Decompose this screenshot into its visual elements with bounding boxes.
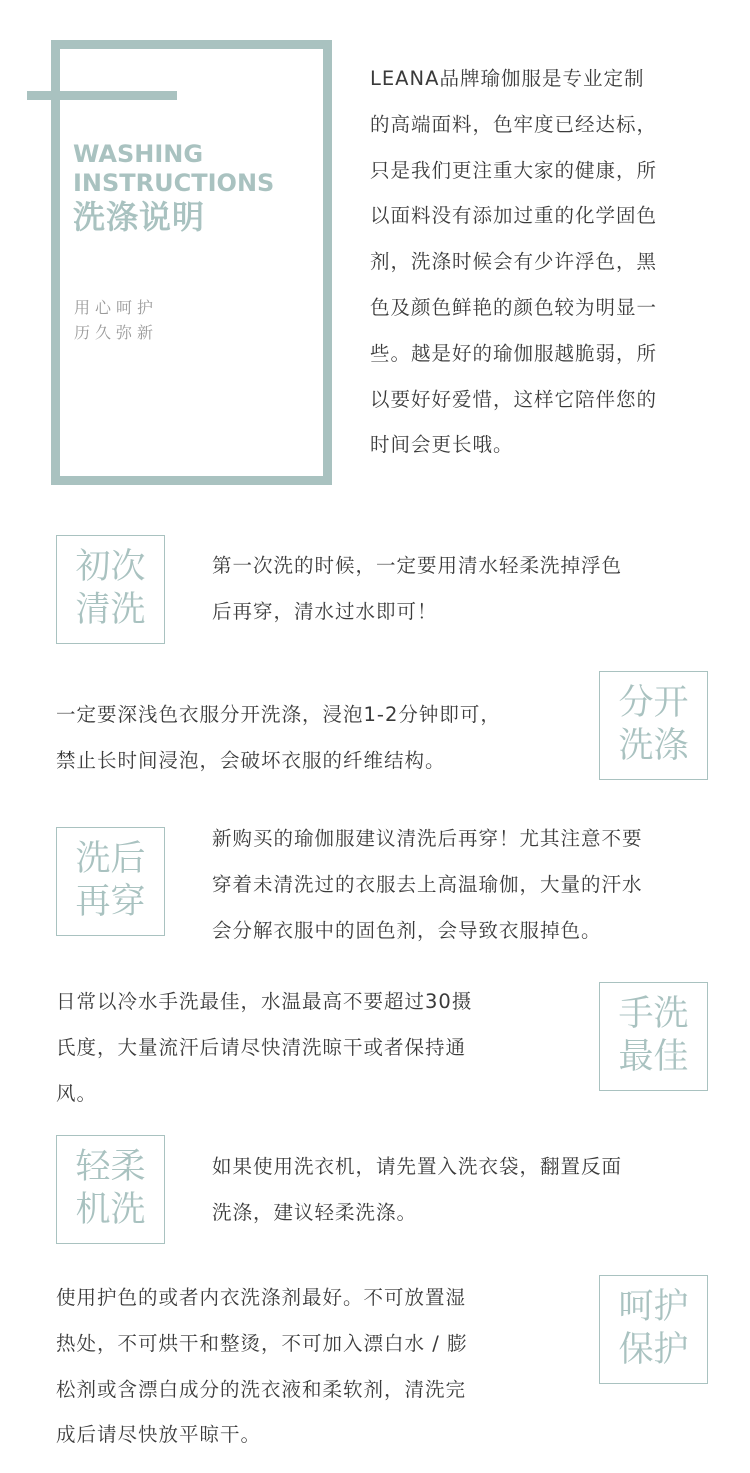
intro-line: 以面料没有添加过重的化学固色 — [370, 204, 658, 228]
intro-line: LEANA品牌瑜伽服是专业定制 — [370, 67, 645, 90]
tip-line: 松剂或含漂白成分的洗衣液和柔软剂，清洗完 — [56, 1377, 467, 1401]
tip-badge-line: 机洗 — [75, 1190, 146, 1230]
tip-line: 会分解衣服中的固色剂，会导致衣服掉色。 — [212, 918, 602, 942]
tip-line: 热处，不可烘干和整烫，不可加入漂白水 / 膨 — [56, 1331, 468, 1355]
tip-badge-line: 初次 — [75, 547, 146, 587]
tip-badge-wash-before-wear — [56, 827, 165, 936]
tip-line: 一定要深浅色衣服分开洗涤，浸泡1-2分钟即可， — [56, 703, 501, 726]
tip-line: 后再穿，清水过水即可！ — [212, 599, 438, 623]
tip-line: 使用护色的或者内衣洗涤剂最好。不可放置湿 — [56, 1286, 467, 1309]
tip-line: 禁止长时间浸泡，会破坏衣服的纤维结构。 — [56, 748, 446, 772]
intro-line: 些。越是好的瑜伽服越脆弱，所 — [370, 341, 658, 365]
tip-badge-line: 分开 — [618, 683, 689, 723]
tip-text-separate-wash — [56, 692, 501, 784]
tip-text-first-wash — [212, 543, 622, 635]
tip-badge-gentle-machine — [56, 1135, 165, 1244]
tip-line: 如果使用洗衣机，请先置入洗衣袋，翻置反面 — [212, 1155, 623, 1178]
intro-line: 色及颜色鲜艳的颜色较为明显一 — [370, 295, 658, 319]
header-title-en — [73, 140, 274, 198]
tip-badge-line: 洗后 — [75, 839, 146, 879]
intro-line: 只是我们更注重大家的健康，所 — [370, 158, 658, 182]
tip-line: 风。 — [56, 1081, 98, 1105]
tip-badge-first-wash — [56, 535, 165, 644]
tip-badge-line: 呵护 — [618, 1287, 689, 1327]
tip-text-hand-wash — [56, 979, 472, 1116]
tip-text-gentle-machine — [212, 1144, 622, 1236]
tip-badge-line: 轻柔 — [75, 1147, 146, 1187]
intro-line: 时间会更长哦。 — [370, 433, 514, 457]
header-frame — [51, 40, 332, 485]
tip-badge-line: 保护 — [618, 1330, 689, 1370]
header-title-en-line2: INSTRUCTIONS — [73, 169, 275, 197]
tip-badge-line: 最佳 — [618, 1037, 689, 1077]
header-subtitle-line2: 历久弥新 — [74, 323, 159, 342]
tip-badge-care — [599, 1275, 708, 1384]
tip-line: 第一次洗的时候，一定要用清水轻柔洗掉浮色 — [212, 554, 623, 577]
tip-badge-line: 再穿 — [75, 882, 146, 922]
tip-line: 穿着未清洗过的衣服去上高温瑜伽，大量的汗水 — [212, 872, 643, 896]
intro-line: 的高端面料，色牢度已经达标， — [370, 112, 658, 136]
tip-text-wash-before-wear — [212, 816, 643, 953]
header-accent-bar — [27, 91, 177, 100]
tip-badge-line: 洗涤 — [618, 726, 689, 766]
tip-line: 日常以冷水手洗最佳，水温最高不要超过30摄 — [56, 990, 473, 1013]
intro-paragraph — [370, 56, 712, 468]
tip-line: 氏度，大量流汗后请尽快清洗晾干或者保持通 — [56, 1035, 467, 1059]
header-title-cn: 洗涤说明 — [73, 198, 206, 236]
header-subtitle-line1: 用心呵护 — [74, 298, 159, 317]
intro-line: 以要好好爱惜，这样它陪伴您的 — [370, 387, 658, 411]
tip-badge-hand-wash — [599, 982, 708, 1091]
tip-line: 成后请尽快放平晾干。 — [56, 1423, 262, 1447]
tip-badge-separate-wash — [599, 671, 708, 780]
tip-line: 洗涤，建议轻柔洗涤。 — [212, 1200, 418, 1224]
tip-line: 新购买的瑜伽服建议清洗后再穿！尤其注意不要 — [212, 827, 643, 850]
tip-text-care — [56, 1275, 467, 1458]
header-title-en-line1: WASHING — [73, 140, 204, 168]
intro-line: 剂，洗涤时候会有少许浮色，黑 — [370, 250, 658, 274]
tip-badge-line: 清洗 — [75, 590, 146, 630]
header-subtitle — [74, 295, 158, 345]
tip-badge-line: 手洗 — [618, 994, 689, 1034]
